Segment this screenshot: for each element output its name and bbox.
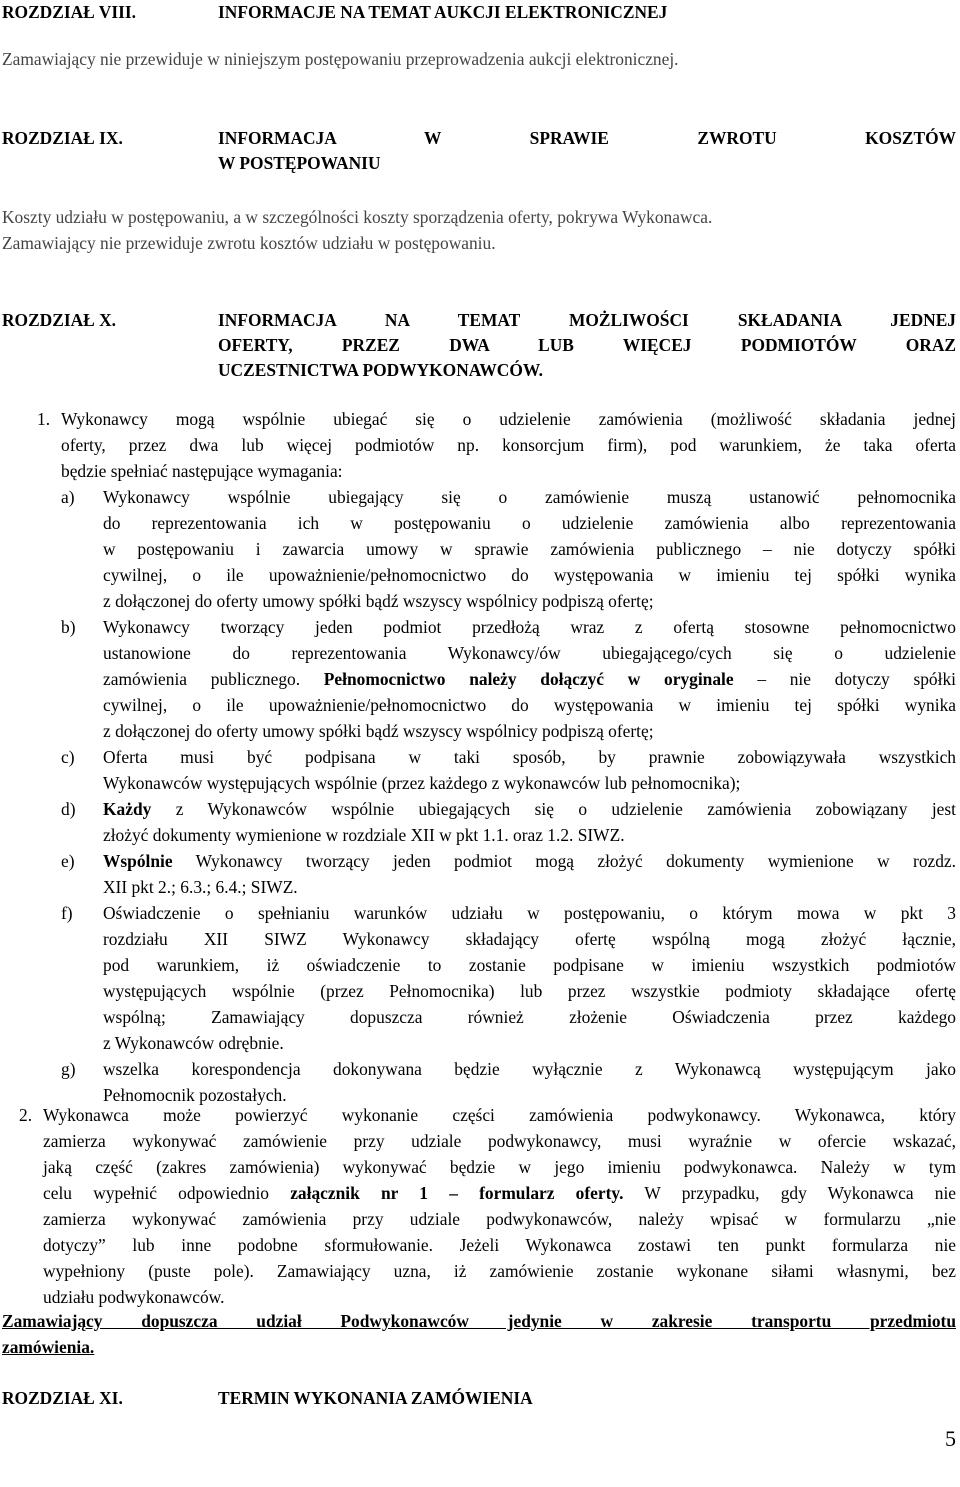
item-text: Wykonawcy wspólnie ubiegający się o zamówienie muszą ustanowić pełnomocnika do reprezentowania ich w postępowaniu o udzielenie zamówienia albo reprezentowania w postępowaniu i zawarcia umowy w sprawie zamówienia publicznego – nie dotyczy spółki cywilnej, o ile upoważnienie/pełnomocnictwo do występowania w imieniu tej spółki wynika z dołączonej do oferty umowy spółki bądź wszyscy wspólnicy podpiszą ofertę;	[103, 487, 956, 611]
item-text: wszelka korespondencja dokonywana będzie wyłącznie z Wykonawcą występującym jako Pełnomocnik pozostałych.	[103, 1059, 956, 1105]
section-10-title: INFORMACJA NA TEMAT MOŻLIWOŚCI SKŁADANIA JEDNEJ OFERTY, PRZEZ DWA LUB WIĘCEJ PODMIOTÓW ORAZ UCZESTNICTWA PODWYKONAWCÓW.	[218, 310, 956, 380]
subcontractor-note: Zamawiający dopuszcza udział Podwykonawców jedynie w zakresie transportu przedmiotu zamówienia.	[2, 1311, 956, 1357]
section-9-label: ROZDZIAŁ IX.	[2, 128, 123, 148]
section-9-title: INFORMACJA W SPRAWIE ZWROTU KOSZTÓW W POSTĘPOWANIU	[218, 128, 956, 173]
section-9-paragraph: Koszty udziału w postępowaniu, a w szczególności koszty sporządzenia oferty, pokrywa Wykonawca. Zamawiający nie przewiduje zwrotu kosztów udziału w postępowaniu.	[2, 207, 713, 253]
item-marker: d)	[61, 799, 76, 819]
section-10-label: ROZDZIAŁ X.	[2, 310, 117, 330]
item-marker: f)	[61, 903, 73, 923]
section-8-text: Zamawiający nie przewiduje w niniejszym postępowaniu przeprowadzenia aukcji elektronicznej.	[2, 49, 679, 69]
section-8-label: ROZDZIAŁ VIII.	[2, 2, 137, 22]
page-number: 5	[945, 1426, 956, 1451]
item-text: Wykonawca może powierzyć wykonanie części zamówienia podwykonawcy. Wykonawca, który zamierza wykonywać zamówienie przy udziale podwykonawcy, musi wyraźnie w ofercie wskazać, jaką część (zakres zamówienia) wykonywać będzie w jego imieniu podwykonawca. Należy w tym celu wypełnić odpowiednio załącznik nr 1 – formularz oferty. W przypadku, gdy Wykonawca nie zamierza wykonywać zamówienia przy udziale podwykonawców, należy wpisać w formularzu „nie dotyczy” lub inne podobne sformułowanie. Jeżeli Wykonawca zostawi ten punkt formularza nie wypełniony (puste pole). Zamawiający uzna, iż zamówienie zostanie wykonane siłami własnymi, bez udziału podwykonawców.	[43, 1105, 957, 1307]
item-number: 2.	[19, 1105, 33, 1125]
item-text: Wykonawcy mogą wspólnie ubiegać się o udzielenie zamówienia (możliwość składania jednej oferty, przez dwa lub więcej podmiotów np. konsorcjum firm), pod warunkiem, że taka oferta będzie spełniać następujące wymagania:	[61, 409, 956, 481]
item-number: 1.	[37, 409, 51, 429]
item-marker: e)	[61, 851, 75, 871]
item-text: Każdy z Wykonawców wspólnie ubiegających się o udzielenie zamówienia zobowiązany jest złożyć dokumenty wymienione w rozdziale XII w pkt 1.1. oraz 1.2. SIWZ.	[103, 799, 956, 845]
item-marker: c)	[61, 747, 75, 767]
section-11-title: TERMIN WYKONANIA ZAMÓWIENIA	[218, 1388, 533, 1408]
item-marker: b)	[61, 617, 76, 637]
item-marker: g)	[61, 1059, 76, 1079]
item-text: Oświadczenie o spełnianiu warunków udziału w postępowaniu, o którym mowa w pkt 3 rozdziału XII SIWZ Wykonawcy składający ofertę wspólną mogą złożyć łącznie, pod warunkiem, iż oświadczenie to zostanie podpisane w imieniu wszystkich podmiotów występujących wspólnie (przez Pełnomocnika) lub przez wszystkie podmioty składające ofertę wspólną; Zamawiający dopuszcza również złożenie Oświadczenia przez każdego z Wykonawców odrębnie.	[103, 903, 956, 1053]
item-text: Wspólnie Wykonawcy tworzący jeden podmiot mogą złożyć dokumenty wymienione w rozdz. XII pkt 2.; 6.3.; 6.4.; SIWZ.	[103, 851, 956, 897]
item-marker: a)	[61, 487, 75, 507]
section-11-label: ROZDZIAŁ XI.	[2, 1388, 123, 1408]
section-8-title: INFORMACJE NA TEMAT AUKCJI ELEKTRONICZNEJ	[218, 2, 668, 22]
item-text: Oferta musi być podpisana w taki sposób, by prawnie zobowiązywała wszystkich Wykonawców występujących wspólnie (przez każdego z wykonawców lub pełnomocnika);	[103, 747, 956, 793]
item-text: Wykonawcy tworzący jeden podmiot przedłożą wraz z ofertą stosowne pełnomocnictwo ustanowione do reprezentowania Wykonawcy/ów ubiegającego/cych się o udzielenie zamówienia publicznego. Pełnomocnictwo należy dołączyć w oryginale – nie dotyczy spółki cywilnej, o ile upoważnienie/pełnomocnictwo do występowania w imieniu tej spółki wynika z dołączonej do oferty umowy spółki bądź wszyscy wspólnicy podpiszą ofertę;	[103, 617, 956, 741]
